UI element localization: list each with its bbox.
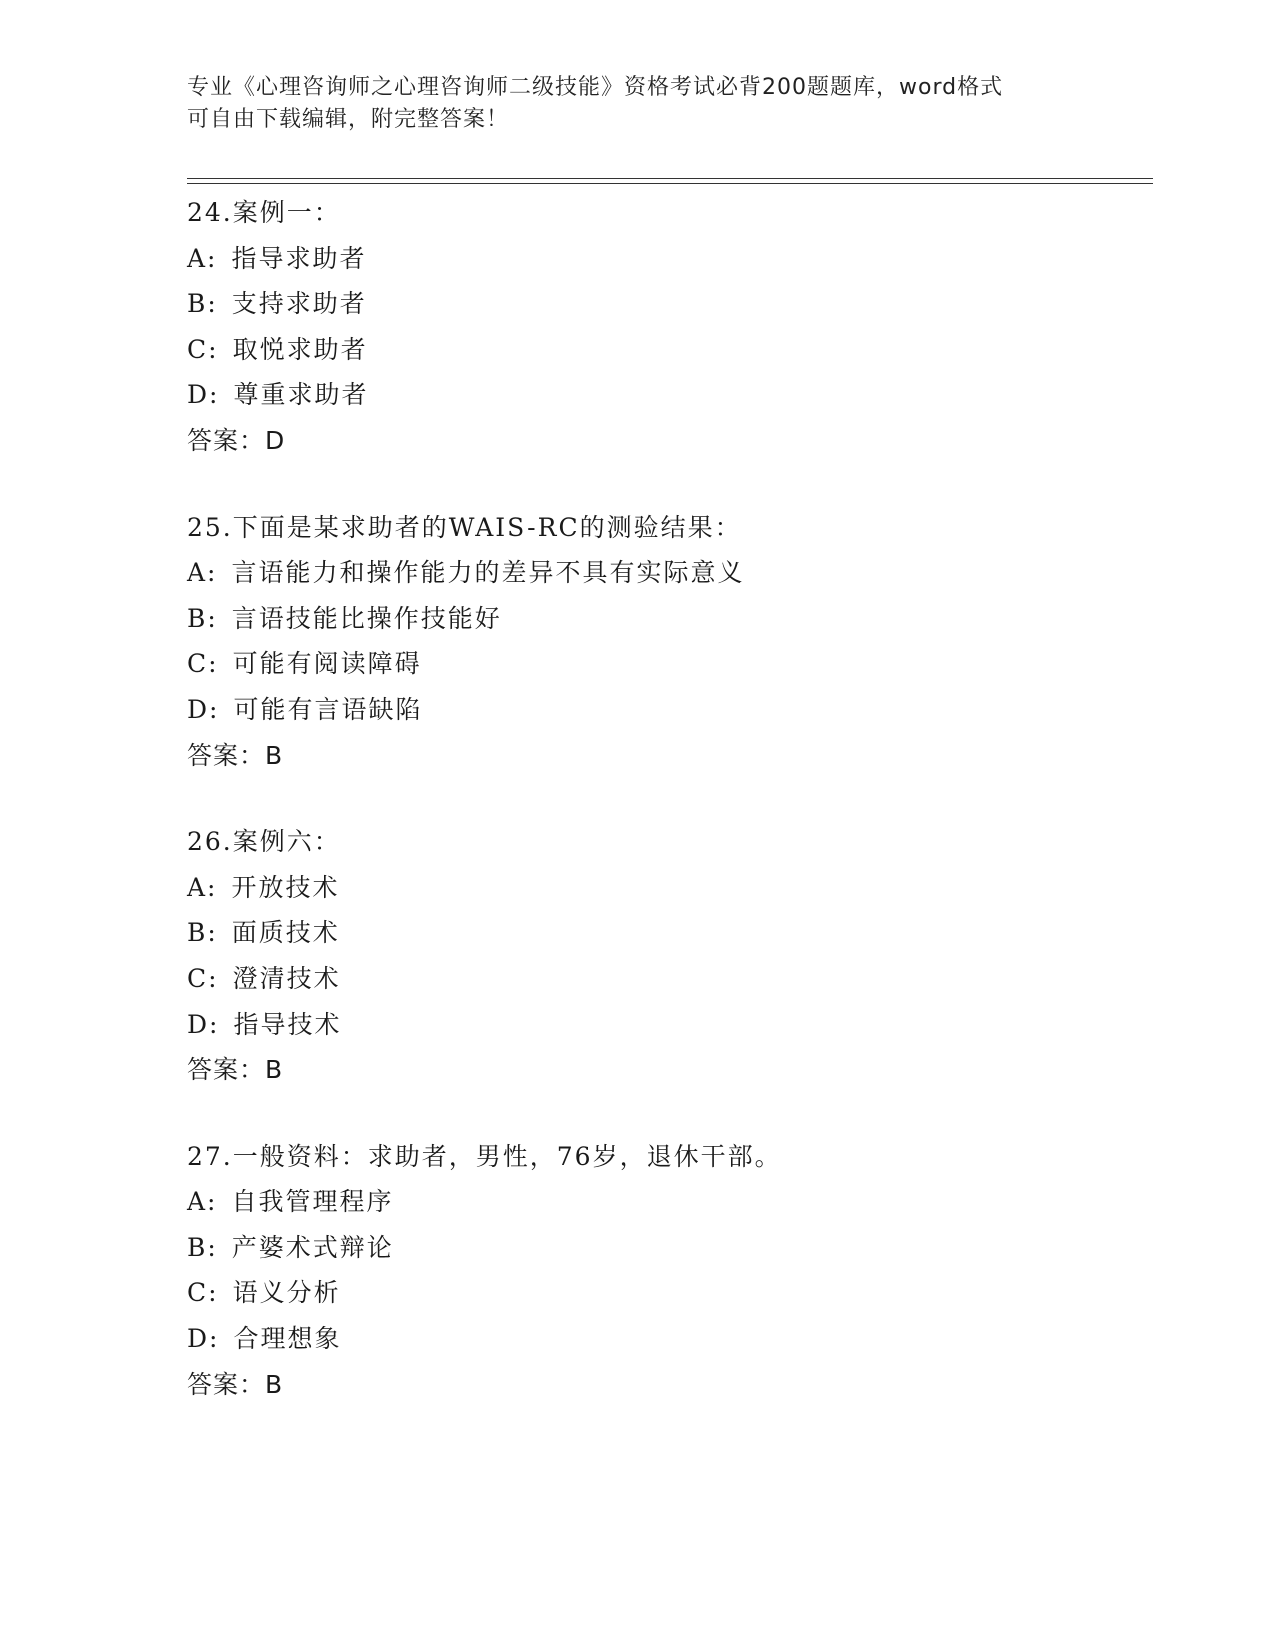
option-text: 自我管理程序 xyxy=(231,1187,394,1217)
option-a xyxy=(187,236,1147,282)
option-text: 指导技术 xyxy=(233,1009,342,1039)
option-d xyxy=(187,687,1147,733)
option-text: 言语技能比操作技能好 xyxy=(231,603,502,633)
option-a xyxy=(187,1179,1147,1225)
question-24 xyxy=(187,190,1147,464)
question-25 xyxy=(187,505,1147,779)
option-c xyxy=(187,327,1147,373)
option-text: 指导求助者 xyxy=(231,243,367,273)
option-letter: A: xyxy=(187,558,218,588)
option-text: 开放技术 xyxy=(231,872,340,902)
answer-line: 答案：B xyxy=(187,740,284,770)
option-d xyxy=(187,1002,1147,1048)
header-divider-top xyxy=(187,178,1153,179)
option-c xyxy=(187,641,1147,687)
option-text: 支持求助者 xyxy=(231,289,367,319)
option-a xyxy=(187,865,1147,911)
option-b xyxy=(187,596,1147,642)
option-text: 语义分析 xyxy=(232,1278,341,1308)
question-stem: 24.案例一： xyxy=(187,198,341,227)
option-text: 面质技术 xyxy=(231,918,340,948)
option-c xyxy=(187,1270,1147,1316)
option-letter: B: xyxy=(187,1232,218,1262)
option-letter: D: xyxy=(187,694,220,724)
option-d xyxy=(187,1316,1147,1362)
option-b xyxy=(187,910,1147,956)
question-stem: 27.一般资料：求助者，男性，76岁，退休干部。 xyxy=(187,1141,782,1171)
document-header xyxy=(187,72,1067,136)
option-letter: C: xyxy=(187,1278,219,1308)
option-letter: A: xyxy=(187,1187,218,1217)
option-letter: C: xyxy=(187,334,219,364)
answer-line: 答案：B xyxy=(187,1055,284,1085)
option-letter: B: xyxy=(187,603,218,633)
option-letter: C: xyxy=(187,649,219,679)
question-stem: 25.下面是某求助者的WAIS-RC的测验结果： xyxy=(187,512,742,542)
option-letter: D: xyxy=(187,380,220,410)
option-letter: A: xyxy=(187,872,218,902)
option-b xyxy=(187,1225,1147,1271)
option-text: 尊重求助者 xyxy=(233,380,369,410)
option-letter: D: xyxy=(187,1009,220,1039)
option-letter: B: xyxy=(187,918,218,948)
option-text: 取悦求助者 xyxy=(232,334,368,364)
option-text: 合理想象 xyxy=(233,1324,342,1354)
option-text: 可能有阅读障碍 xyxy=(232,649,422,679)
option-b xyxy=(187,281,1147,327)
option-text: 澄清技术 xyxy=(232,963,341,993)
option-d xyxy=(187,372,1147,418)
option-letter: A: xyxy=(187,243,218,273)
question-27 xyxy=(187,1134,1147,1408)
question-26 xyxy=(187,819,1147,1093)
option-letter: C: xyxy=(187,963,219,993)
header-title-line-1: 专业《心理咨询师之心理咨询师二级技能》资格考试必背200题题库，word格式 xyxy=(187,75,1004,100)
option-a xyxy=(187,550,1147,596)
header-title-line-2: 可自由下载编辑，附完整答案！ xyxy=(187,107,510,132)
answer-line: 答案：B xyxy=(187,1369,284,1399)
option-text: 产婆术式辩论 xyxy=(231,1232,394,1262)
header-divider-bottom xyxy=(187,183,1153,184)
question-stem: 26.案例六： xyxy=(187,827,341,857)
option-text: 可能有言语缺陷 xyxy=(233,694,423,724)
option-c xyxy=(187,956,1147,1002)
option-letter: D: xyxy=(187,1324,220,1354)
answer-line: 答案：D xyxy=(187,425,286,455)
question-list xyxy=(187,190,1147,1448)
option-text: 言语能力和操作能力的差异不具有实际意义 xyxy=(231,558,745,588)
option-letter: B: xyxy=(187,289,218,319)
